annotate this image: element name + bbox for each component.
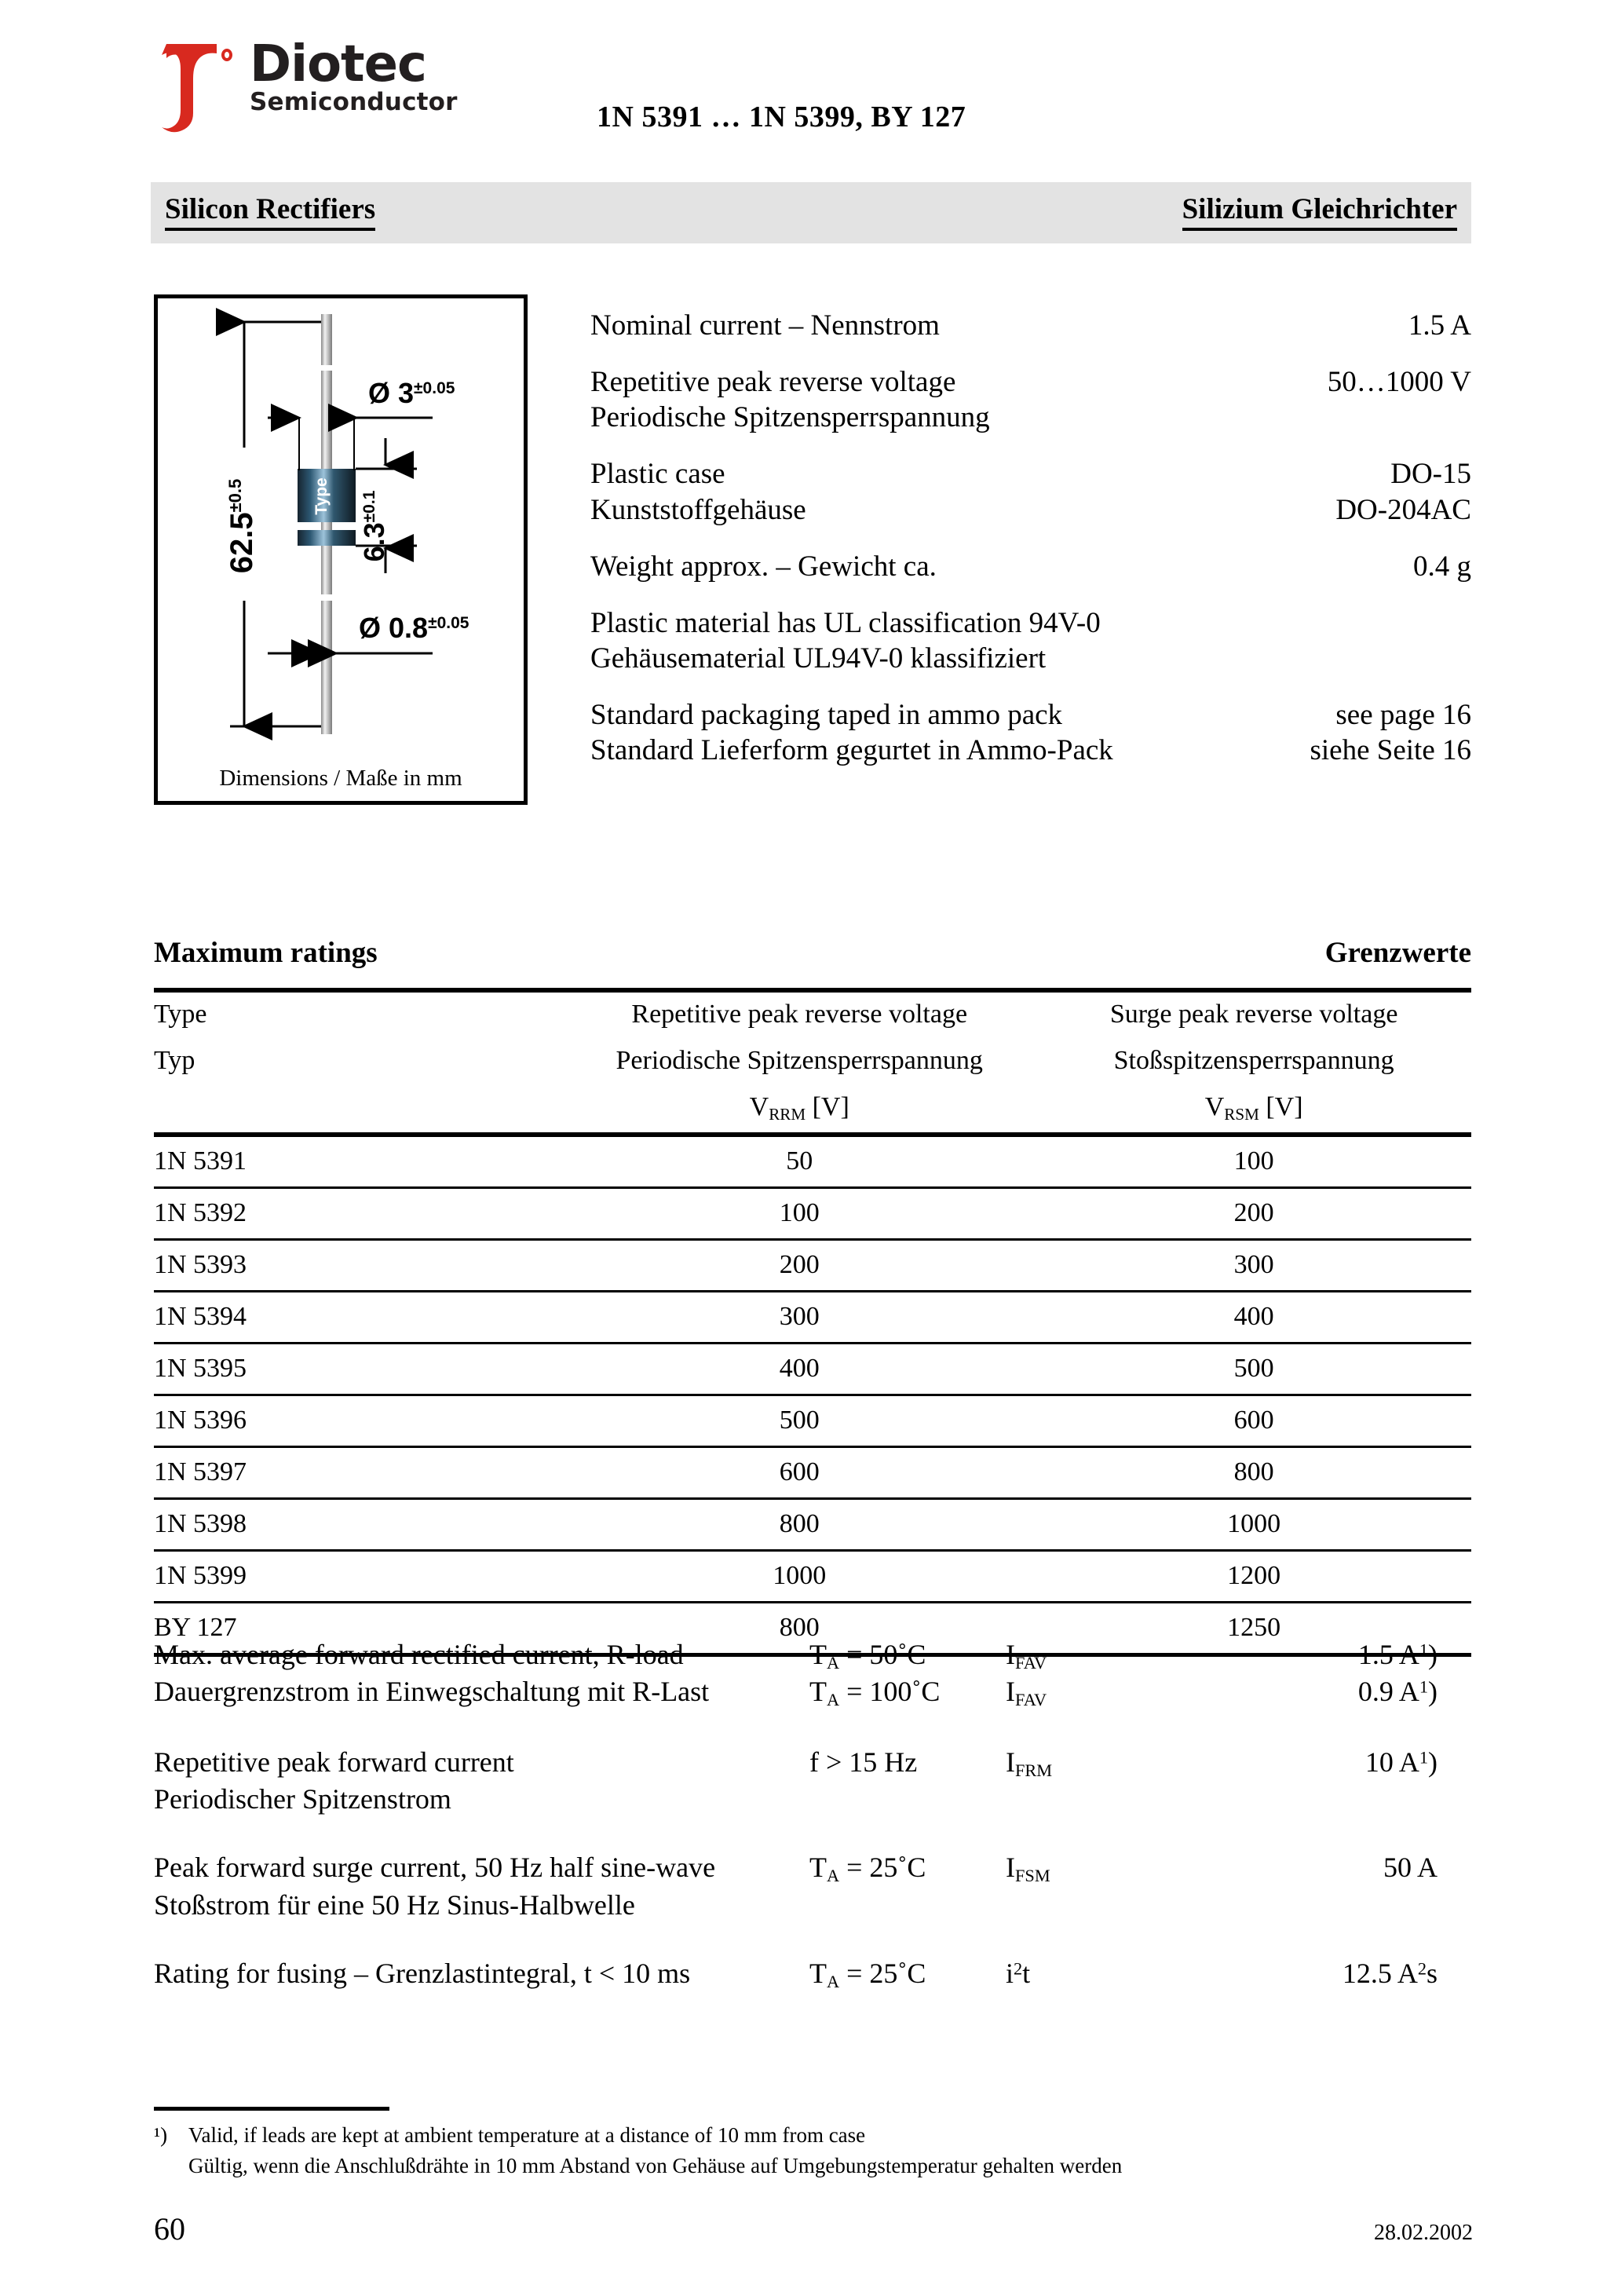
param-symbol: $I_{FAV}$ — [1006, 1676, 1047, 1710]
param-value: 0.9 $A^1$) — [1357, 1676, 1438, 1708]
page-number: 60 — [154, 2211, 185, 2247]
footnote-separator — [154, 2107, 389, 2111]
spec-value: see page 16 — [1335, 699, 1471, 731]
spec-label: Kunststoffgehäuse — [590, 493, 806, 526]
logo-sub-text: Semiconductor — [250, 87, 458, 116]
cell-vrsm: 500 — [1036, 1343, 1471, 1395]
param-group-surge-current — [154, 1850, 1473, 1923]
spec-row — [590, 733, 1471, 768]
param-value: 50 A — [1383, 1852, 1438, 1884]
spec-row — [590, 400, 1471, 435]
ratings-table-wrap — [154, 988, 1471, 1657]
cell-type: 1N 5397 — [154, 1446, 562, 1498]
diotec-logo — [151, 35, 458, 140]
spec-value: DO-204AC — [1335, 493, 1471, 526]
svg-text:62.5±0.5: $62.5^{\pm 0.5}$ — [225, 478, 259, 574]
vrrm-unit: [V] — [806, 1091, 849, 1121]
maximum-ratings-heading — [154, 936, 1471, 970]
col-header-type-en: Type — [154, 1000, 207, 1029]
cell-type: 1N 5393 — [154, 1239, 562, 1291]
electrical-parameters — [154, 1637, 1473, 2026]
spec-row — [590, 605, 1471, 641]
spec-row — [590, 492, 1471, 528]
spec-row — [590, 456, 1471, 492]
cell-vrsm: 200 — [1036, 1187, 1471, 1239]
cell-type: 1N 5392 — [154, 1187, 562, 1239]
col-header-vrsm-en: Surge peak reverse voltage — [1109, 1000, 1398, 1029]
spec-row — [590, 641, 1471, 676]
spec-row — [590, 549, 1471, 584]
ratings-table-body — [154, 1137, 1471, 1655]
drawing-caption: Dimensions / Maße in mm — [219, 766, 462, 791]
param-description: Stoßstrom für eine 50 Hz Sinus-Halbwelle — [154, 1888, 635, 1921]
maximum-ratings-table — [154, 988, 1471, 1657]
table-row — [154, 1239, 1471, 1291]
cell-type: 1N 5391 — [154, 1137, 562, 1188]
lead-top — [321, 314, 332, 365]
cell-vrsm: 100 — [1036, 1137, 1471, 1188]
cell-vrrm: 400 — [562, 1343, 1036, 1395]
dim-label-body-diameter: Ø $3^{\pm 0.05}$ — [368, 377, 455, 409]
spec-value: 0.4 g — [1413, 550, 1471, 583]
cell-vrsm: 1250 — [1036, 1602, 1471, 1654]
param-description: Periodischer Spitzenstrom — [154, 1783, 451, 1815]
page-header — [0, 0, 1622, 169]
cell-type: BY 127 — [154, 1602, 562, 1654]
param-description: Repetitive peak forward current — [154, 1746, 514, 1778]
col-header-vrrm-en: Repetitive peak reverse voltage — [631, 1000, 968, 1029]
footnote-marker: ¹) — [154, 2123, 168, 2147]
param-condition: $T_A$ = 25˚C — [809, 1852, 926, 1886]
footnote-block — [154, 2120, 1473, 2181]
cell-vrsm: 800 — [1036, 1446, 1471, 1498]
body-type-label: Type — [312, 477, 331, 515]
param-group-fusing — [154, 1956, 1473, 1993]
cell-type: 1N 5394 — [154, 1291, 562, 1343]
spec-value: 50…1000 V — [1327, 366, 1471, 399]
param-description: Rating for fusing – Grenzlastintegral, t < 10 ms — [154, 1958, 691, 1990]
cell-vrsm: 1000 — [1036, 1498, 1471, 1550]
param-line — [154, 1850, 1473, 1887]
param-condition: f > 15 Hz — [809, 1746, 918, 1778]
table-row — [154, 1187, 1471, 1239]
cell-vrrm: 800 — [562, 1602, 1036, 1654]
vrrm-symbol: V — [749, 1091, 769, 1121]
package-drawing — [154, 294, 528, 805]
footnote-line-en — [154, 2120, 1473, 2151]
col-header-vrrm-de: Periodische Spitzensperrspannung — [616, 1045, 983, 1075]
spec-label: Gehäusematerial UL94V-0 klassifiziert — [590, 642, 1047, 675]
param-line — [154, 1674, 1473, 1711]
param-group-repetitive-peak — [154, 1745, 1473, 1818]
package-outline-diagram — [158, 298, 524, 758]
cell-type: 1N 5398 — [154, 1498, 562, 1550]
spec-label: Plastic case — [590, 458, 725, 491]
param-line — [154, 1956, 1473, 1993]
param-description: Peak forward surge current, 50 Hz half sine-wave — [154, 1852, 716, 1884]
col-header-vrsm-de: Stoßspitzensperrspannung — [1113, 1045, 1394, 1075]
cathode-band — [298, 530, 356, 546]
table-row — [154, 1291, 1471, 1343]
cell-type: 1N 5395 — [154, 1343, 562, 1395]
spec-label: Standard Lieferform gegurtet in Ammo-Pack — [590, 734, 1113, 767]
spec-value: siehe Seite 16 — [1310, 734, 1471, 767]
param-symbol: $I_{FAV}$ — [1006, 1639, 1047, 1673]
cell-vrrm: 500 — [562, 1395, 1036, 1446]
spec-value: DO-15 — [1390, 458, 1471, 491]
param-value: 10 $A^1$) — [1364, 1746, 1438, 1778]
param-symbol: $I_{FSM}$ — [1006, 1852, 1050, 1886]
col-header-vrrm-symbol — [562, 1085, 1036, 1135]
svg-text:6.3±0.1: $6.3^{\pm 0.1}$ — [358, 490, 390, 562]
param-line — [154, 1745, 1473, 1782]
table-row — [154, 1446, 1471, 1498]
spec-label: Nominal current – Nennstrom — [590, 309, 940, 342]
band-title-de: Silizium Gleichrichter — [1182, 192, 1457, 231]
page-footer — [154, 2210, 1473, 2247]
param-value: 1.5 $A^1$) — [1357, 1639, 1438, 1670]
ratings-header-row-de — [154, 1039, 1471, 1085]
spec-label: Repetitive peak reverse voltage — [590, 366, 956, 399]
ratings-title-de: Grenzwerte — [1324, 937, 1471, 969]
param-symbol: $i^2t$ — [1006, 1958, 1031, 1990]
col-header-type-de: Typ — [154, 1045, 195, 1075]
cell-vrrm: 300 — [562, 1291, 1036, 1343]
dim-label-lead-diameter: Ø $0.8^{\pm 0.05}$ — [359, 612, 469, 644]
ratings-title-en: Maximum ratings — [154, 937, 378, 969]
param-description: Dauergrenzstrom in Einwegschaltung mit R-Last — [154, 1676, 710, 1708]
diotec-d-logo-icon — [151, 38, 239, 140]
table-row — [154, 1395, 1471, 1446]
lead-bottom — [321, 601, 332, 734]
page-title: 1N 5391 … 1N 5399, BY 127 — [597, 101, 966, 133]
cell-vrrm: 200 — [562, 1239, 1036, 1291]
cell-type: 1N 5396 — [154, 1395, 562, 1446]
param-line — [154, 1782, 1473, 1817]
spec-value: 1.5 A — [1408, 309, 1471, 342]
table-row — [154, 1550, 1471, 1602]
param-condition: $T_A$ = 100˚C — [809, 1676, 941, 1710]
logo-brand-text: Diotec — [250, 35, 426, 93]
ratings-header-row-en — [154, 993, 1471, 1039]
specifications-list — [590, 308, 1471, 768]
dim-label-length — [225, 479, 259, 574]
cell-vrrm: 1000 — [562, 1550, 1036, 1602]
param-description: Max. average forward rectified current, R-load — [154, 1639, 684, 1670]
document-date: 28.02.2002 — [1374, 2221, 1473, 2245]
cell-vrsm: 600 — [1036, 1395, 1471, 1446]
col-header-vrsm-symbol — [1036, 1085, 1471, 1135]
dim-label-body-length — [358, 490, 390, 561]
cell-vrrm: 800 — [562, 1498, 1036, 1550]
vrsm-subscript: RSM — [1224, 1104, 1259, 1124]
param-value: 12.5 $A^2s$ — [1342, 1958, 1438, 1990]
band-title-en: Silicon Rectifiers — [165, 192, 375, 231]
spec-row — [590, 364, 1471, 400]
param-condition: $T_A$ = 25˚C — [809, 1958, 926, 1992]
cell-vrsm: 1200 — [1036, 1550, 1471, 1602]
vrsm-symbol: V — [1204, 1091, 1225, 1121]
cell-vrrm: 100 — [562, 1187, 1036, 1239]
table-row — [154, 1343, 1471, 1395]
table-row — [154, 1137, 1471, 1188]
cell-vrrm: 50 — [562, 1137, 1036, 1188]
vrsm-unit: [V] — [1259, 1091, 1303, 1121]
param-condition: $T_A$ = 50˚C — [809, 1639, 926, 1673]
footnote-line-de — [154, 2151, 1473, 2181]
vrrm-subscript: RRM — [769, 1104, 806, 1124]
spec-label: Weight approx. – Gewicht ca. — [590, 550, 937, 583]
spec-row — [590, 308, 1471, 343]
spec-label: Plastic material has UL classification 94V-0 — [590, 606, 1101, 639]
footnote-text-en: Valid, if leads are kept at ambient temperature at a distance of 10 mm from case — [188, 2123, 866, 2147]
param-group-forward-current — [154, 1637, 1473, 1712]
cell-type: 1N 5399 — [154, 1550, 562, 1602]
section-band — [151, 182, 1471, 243]
ratings-table-head — [154, 990, 1471, 1137]
footnote-text-de: Gültig, wenn die Anschlußdrähte in 10 mm Abstand von Gehäuse auf Umgebungstemperatur gehalten werden — [188, 2154, 1123, 2178]
spec-label: Periodische Spitzensperrspannung — [590, 401, 990, 434]
table-row — [154, 1498, 1471, 1550]
cell-vrsm: 400 — [1036, 1291, 1471, 1343]
param-line — [154, 1888, 1473, 1923]
cell-vrrm: 600 — [562, 1446, 1036, 1498]
param-line — [154, 1637, 1473, 1674]
param-symbol: $I_{FRM}$ — [1006, 1746, 1053, 1780]
ratings-header-row-symbols — [154, 1085, 1471, 1135]
spec-label: Standard packaging taped in ammo pack — [590, 699, 1063, 731]
lead-upper — [321, 371, 332, 469]
spec-row — [590, 697, 1471, 733]
cell-vrsm: 300 — [1036, 1239, 1471, 1291]
